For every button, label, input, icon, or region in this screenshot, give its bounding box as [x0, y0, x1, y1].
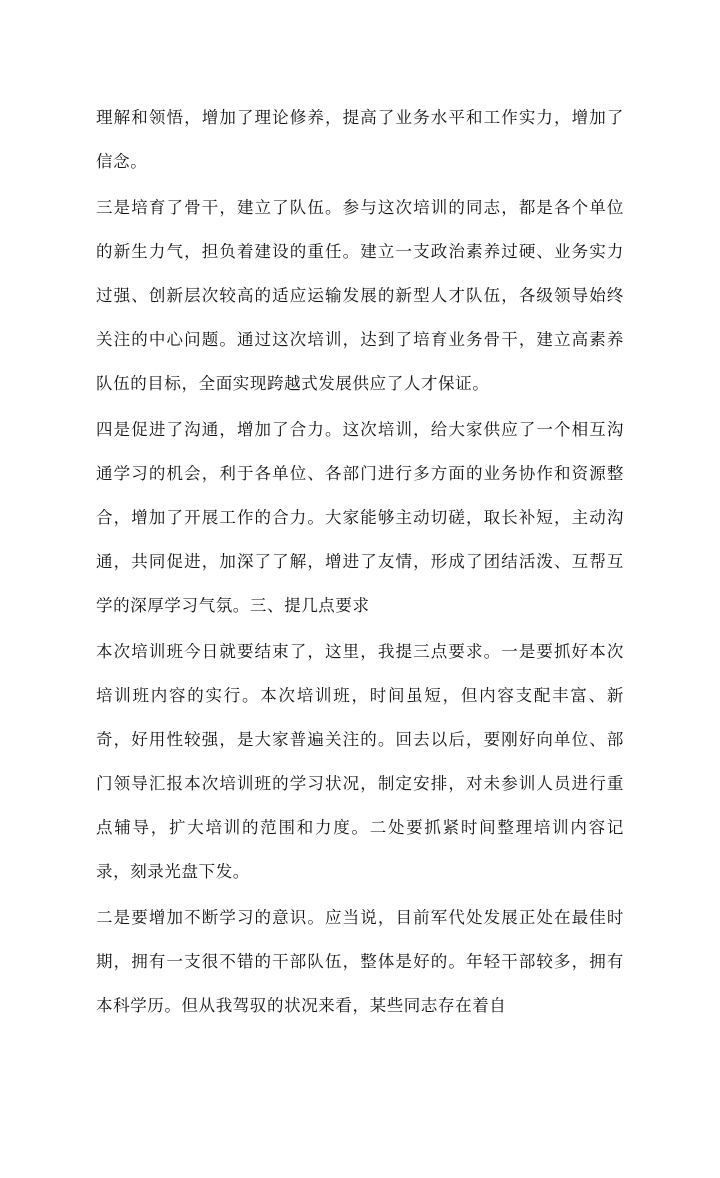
paragraph: 二是要增加不断学习的意识。应当说，目前军代处发展正处在最佳时期，拥有一支很不错的干部队伍，整体是好的。年轻干部较多，拥有本科学历。但从我驾驭的状况来看，某些同志存在着自: [96, 908, 624, 1015]
document-body: [96, 96, 624, 1028]
paragraph: 本次培训班今日就要结束了，这里，我提三点要求。一是要抓好本次培训班内容的实行。本次培训班，时间虽短，但内容支配丰富、新奇，好用性较强，是大家普遍关注的。回去以后，要刚好向单位、部门领导汇报本次培训班的学习状况，制定安排，对未参训人员进行重点辅导，扩大培训的范围和力度。二处要抓紧时间整理培训内容记录，刻录光盘下发。: [96, 642, 624, 881]
paragraph: 四是促进了沟通，增加了合力。这次培训，给大家供应了一个相互沟通学习的机会，利于各单位、各部门进行多方面的业务协作和资源整合，增加了开展工作的合力。大家能够主动切磋，取长补短，主动沟通，共同促进，加深了了解，增进了友情，形成了团结活泼、互帮互学的深厚学习气氛。三、提几点要求: [96, 420, 624, 615]
paragraph: 三是培育了骨干，建立了队伍。参与这次培训的同志，都是各个单位的新生力气，担负着建设的重任。建立一支政治素养过硬、业务实力过强、创新层次较高的适应运输发展的新型人才队伍，各级领导始终关注的中心问题。通过这次培训，达到了培育业务骨干，建立高素养队伍的目标，全面实现跨越式发展供应了人才保证。: [96, 198, 624, 393]
paragraph: 理解和领悟，增加了理论修养，提高了业务水平和工作实力，增加了信念。: [96, 108, 624, 171]
